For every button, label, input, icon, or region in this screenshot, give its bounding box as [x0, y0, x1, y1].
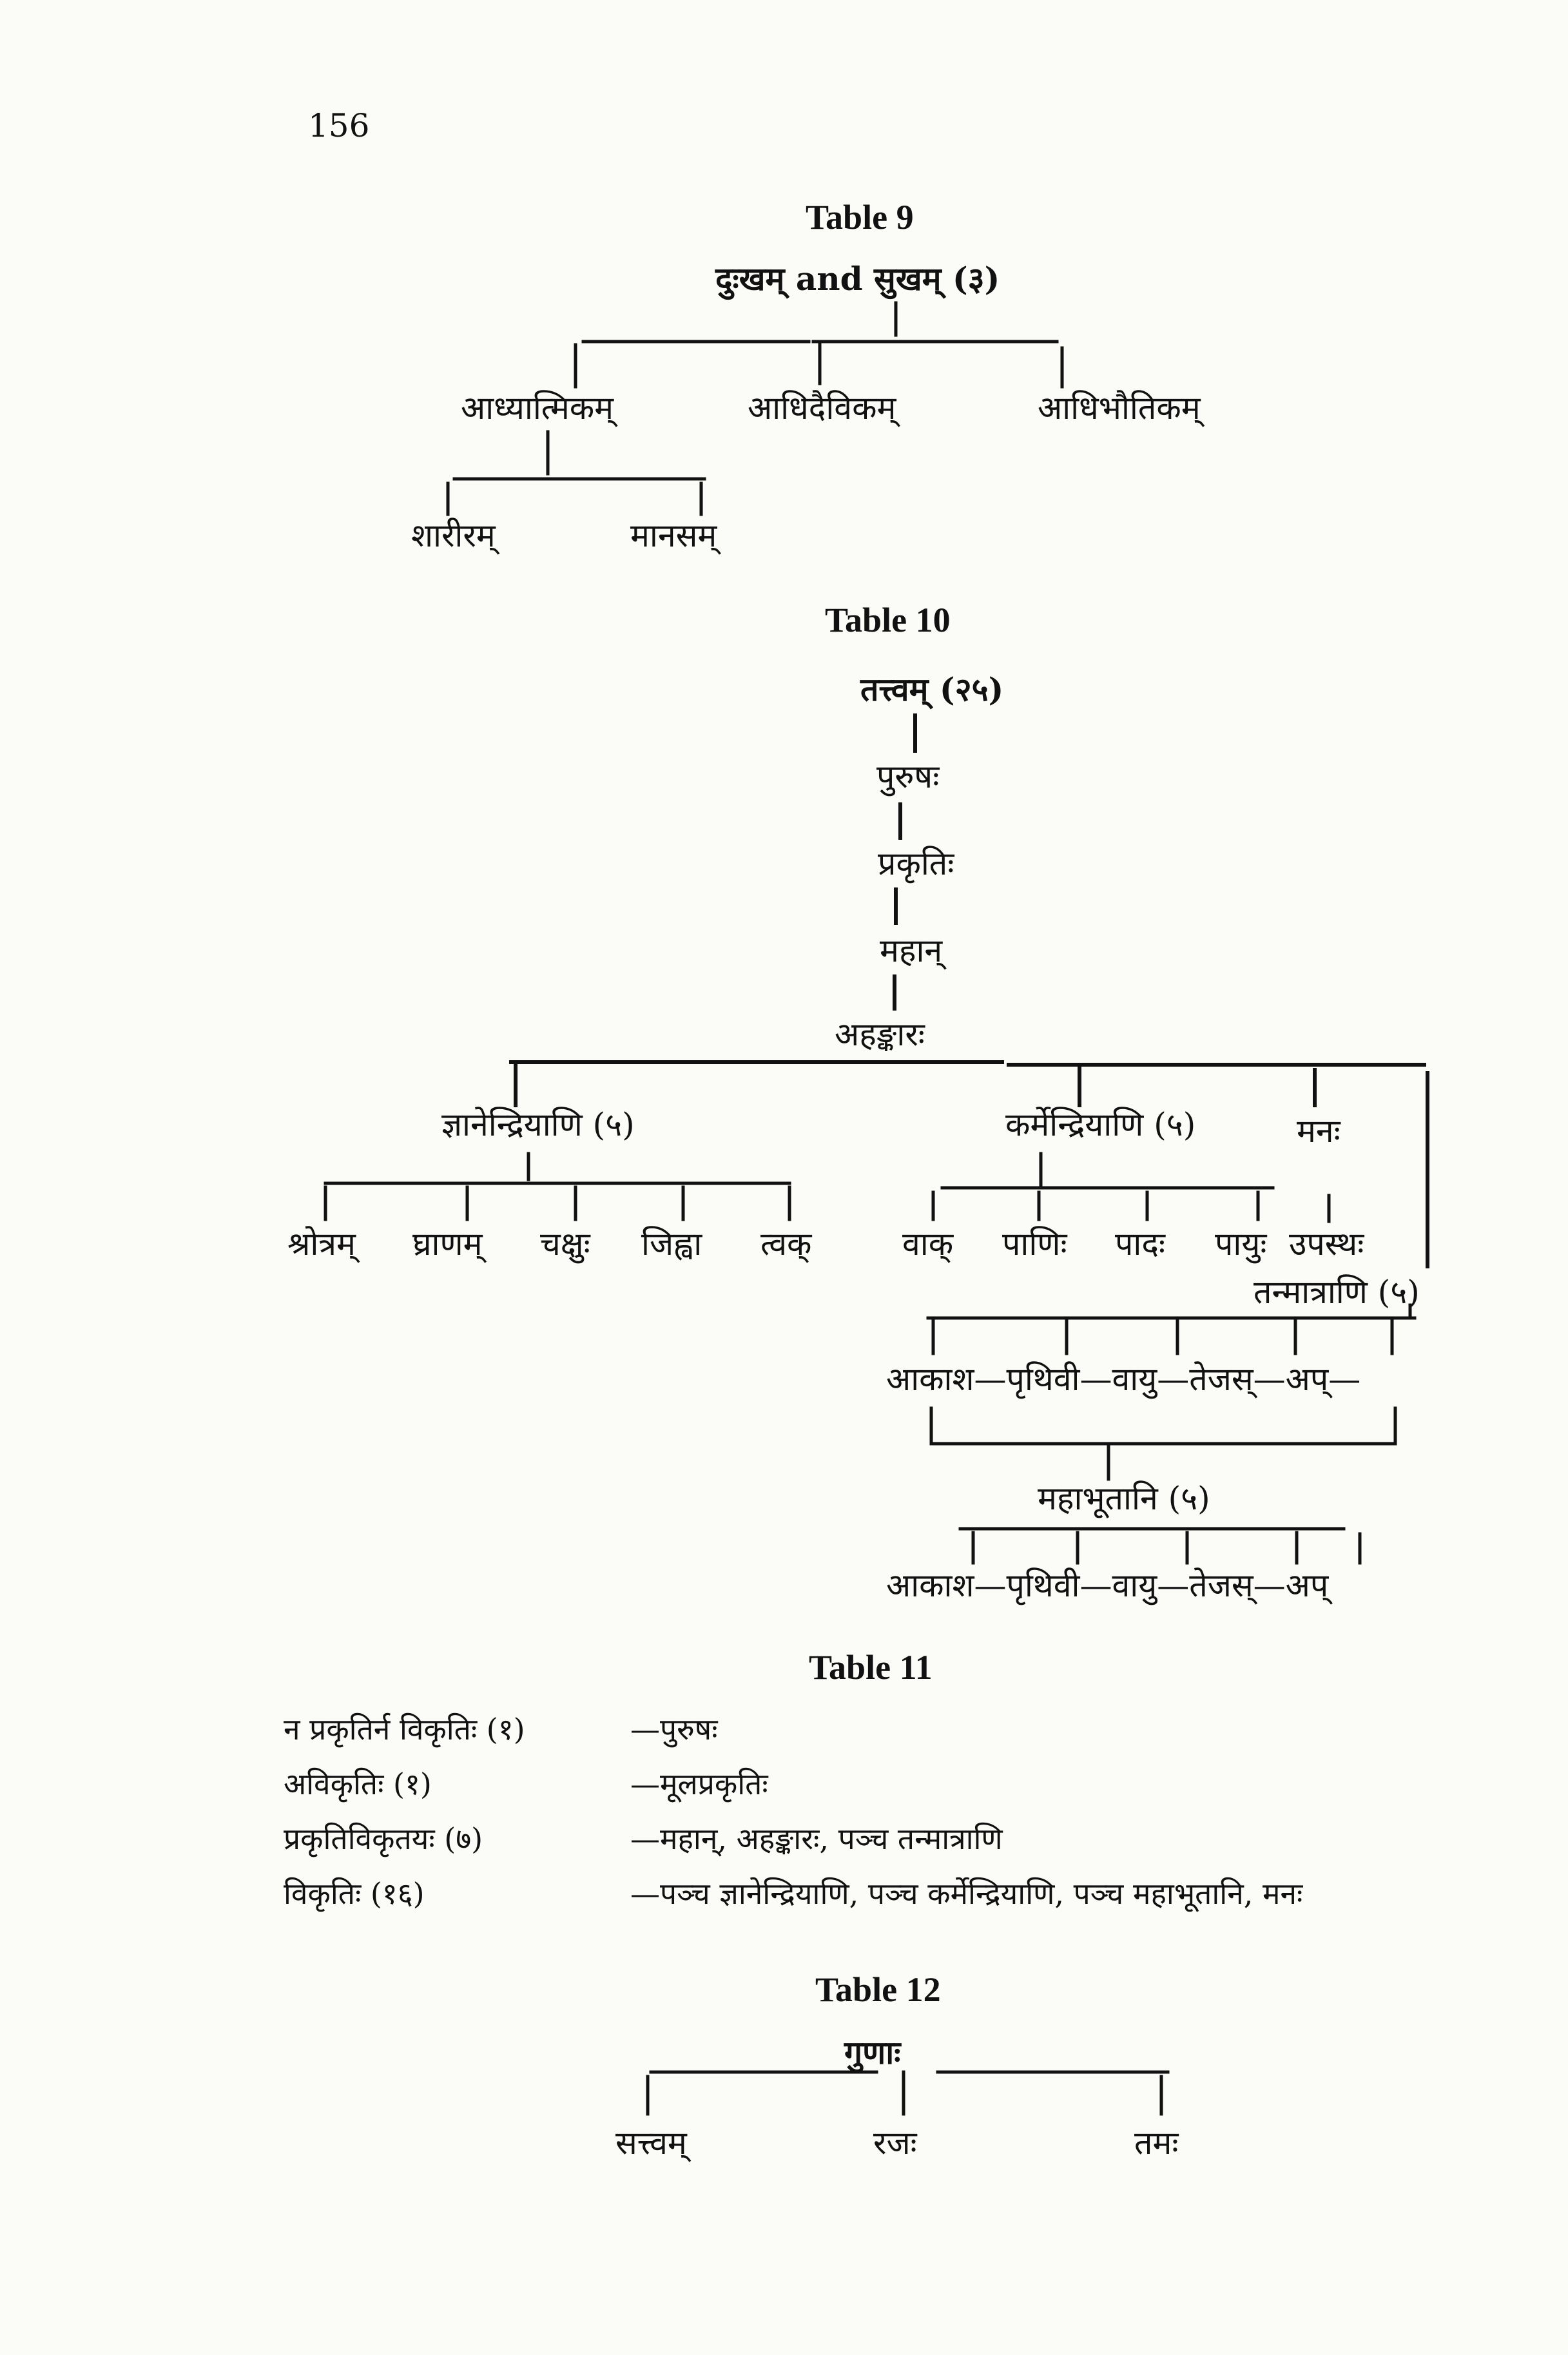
table-11-row-value: —पञ्च ज्ञानेन्द्रियाणि, पञ्च कर्मेन्द्रियाणि, पञ्च महाभूतानि, मनः: [630, 1876, 1303, 1911]
table-10-tanmatra-row: आकाश—पृथिवी—वायु—तेजस्—अप्—: [886, 1361, 1361, 1398]
table-12-item-sattvam: सत्त्वम्: [615, 2124, 687, 2162]
table-10-chain-connectors: [895, 715, 915, 1009]
table-11-row-value: —मूलप्रकृतिः: [630, 1767, 768, 1801]
table-10-karm-item: वाक्: [902, 1225, 954, 1263]
table-9-connectors: [448, 303, 1062, 514]
table-10-karm-item: पादः: [1115, 1225, 1165, 1263]
table-10-node-mahabhutani: महाभूतानि (५): [1038, 1480, 1210, 1517]
table-9-root: दुःखम् and सुखम् (३): [715, 260, 1000, 298]
table-11-row-value: —पुरुषः: [630, 1712, 718, 1747]
table-10-node-manas: मनः: [1297, 1112, 1341, 1150]
table-10-node-prakriti: प्रकृतिः: [878, 845, 954, 882]
table-10-karm-item: पाणिः: [1002, 1225, 1067, 1263]
table-10-jnan-item: श्रोत्रम्: [287, 1225, 356, 1263]
table-12-item-tamas: तमः: [1134, 2124, 1179, 2162]
table-10-ahankara-connectors: [511, 1062, 1428, 1266]
table-10-root: तत्त्वम् (२५): [860, 670, 1004, 708]
table-9-node-adhibhautikam: आधिभौतिकम्: [1038, 389, 1201, 427]
table-9-node-adhidaivikam: आधिदैविकम्: [748, 389, 896, 427]
table-9-node-shariram: शारीरम्: [411, 517, 496, 554]
table-10-node-jnanendriyani: ज्ञानेन्द्रियाणि (५): [441, 1106, 635, 1143]
table-10-karm-item: पायुः: [1215, 1225, 1267, 1263]
table-12-heading: Table 12: [815, 1970, 941, 2009]
table-11-row-label: विकृतिः (१६): [284, 1876, 425, 1911]
page-number: 156: [308, 107, 370, 144]
table-9-heading: Table 9: [806, 198, 914, 237]
table-11-row-value: —महान्, अहङ्कारः, पञ्च तन्मात्राणि: [630, 1821, 1003, 1856]
table-10-node-tanmatrani: तन्मात्राणि (५): [1253, 1274, 1420, 1311]
table-10-karm-item: उपस्थः: [1289, 1225, 1364, 1263]
table-10-node-karmendriyani: कर्मेन्द्रियाणि (५): [1005, 1106, 1196, 1143]
table-10-mahabhutani-connectors: [931, 1408, 1395, 1563]
table-10-heading: Table 10: [825, 601, 951, 639]
table-10-tanmatrani-connectors: [928, 1305, 1415, 1353]
table-11-row-label: अविकृतिः (१): [284, 1767, 432, 1801]
table-10-node-mahan: महान्: [880, 932, 943, 969]
table-12-item-rajas: रजः: [873, 2124, 917, 2162]
table-10-jnanendriyani-connectors: [325, 1154, 789, 1219]
table-9-node-manasam: मानसम्: [630, 517, 717, 554]
table-11-row-label: प्रकृतिविकृतयः (७): [284, 1821, 483, 1856]
table-10-jnan-item: जिह्वा: [641, 1225, 702, 1263]
table-10-node-purusha: पुरुषः: [876, 758, 940, 795]
table-12-connectors: [648, 2072, 1168, 2114]
table-10-node-ahankara: अहङ्कारः: [835, 1016, 925, 1053]
table-12-root: गुणाः: [844, 2033, 901, 2071]
table-10-jnan-item: घ्राणम्: [412, 1225, 483, 1263]
table-11-row-label: न प्रकृतिर्न विकृतिः (१): [284, 1712, 525, 1747]
table-10-jnan-item: त्वक्: [760, 1225, 812, 1263]
table-10-jnan-item: चक्षुः: [540, 1225, 590, 1263]
table-10-karmendriyani-connectors: [933, 1154, 1329, 1221]
table-10-mahabhuta-row: आकाश—पृथिवी—वायु—तेजस्—अप्: [886, 1567, 1329, 1604]
table-9-node-adhyatmikam: आध्यात्मिकम्: [461, 389, 614, 427]
table-11-heading: Table 11: [809, 1648, 933, 1687]
